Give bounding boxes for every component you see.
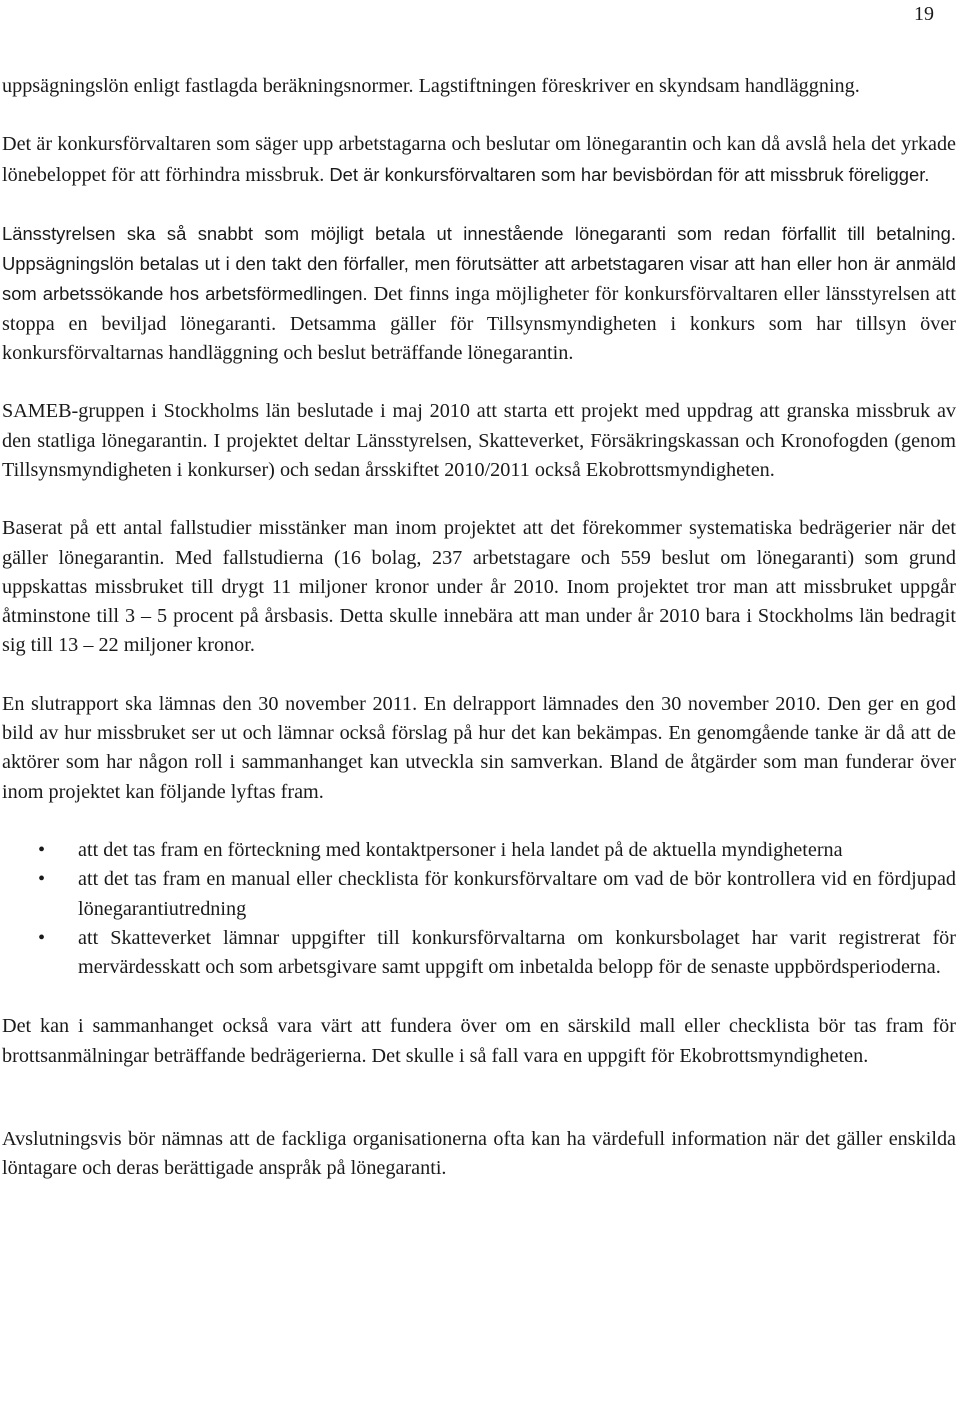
list-item: [2, 865, 956, 924]
paragraph-3: [2, 219, 956, 368]
paragraph-4: SAMEB-gruppen i Stockholms län beslutade i maj 2010 att starta ett projekt med uppdrag att granska missbruk av den statliga lönegarantin. I projektet deltar Länsstyrelsen, Skatteverket, Försäkringskassan och Kronofogden (genom Tillsynsmyndigheten i konkurser) och sedan årsskiftet 2010/2011 också Ekobrottsmyndigheten.: [2, 400, 956, 481]
list-item: [2, 924, 956, 983]
paragraph-5: Baserat på ett antal fallstudier misstänker man inom projektet att det förekommer systematiska bedrägerier när det gäller lönegarantin. Med fallstudierna (16 bolag, 237 arbetstagare och 559 beslut om lönegaranti) som grund uppskattas missbruket till drygt 11 miljoner kronor under år 2010. Inom projektet tror man att missbruket uppgår åtminstone till 3 – 5 procent på årsbasis. Detta skulle innebära att man under år 2010 bara i Stockholms län bedragit sig till 13 – 22 miljoner kronor.: [2, 517, 956, 657]
paragraph-3-part-c: Det finns inga möjligheter för konkursförvaltaren eller länsstyrelsen att stoppa en beviljad lönegaranti. Detsamma gäller för Tillsynsmyndigheten i konkurs som har tillsyn över konkursförvaltarnas handläggning och beslut beträffande lönegarantin.: [2, 283, 956, 365]
list-item-text: att det tas fram en förteckning med kontaktpersoner i hela landet på de aktuella myndigheterna: [78, 838, 843, 861]
paragraph-2-part-a: Det är konkursförvaltaren som säger upp arbetstagarna och beslutar om lönegarantin och kan då avslå hela det yrkade lönebeloppet för att förhindra missbruk.: [2, 133, 956, 186]
page-number: 19: [914, 3, 934, 25]
paragraph-8: Avslutningsvis bör nämnas att de fackliga organisationerna ofta kan ha värdefull information när det gäller enskilda löntagare och deras berättigade anspråk på lönegaranti.: [2, 1128, 956, 1180]
paragraph-6: En slutrapport ska lämnas den 30 november 2011. En delrapport lämnades den 30 november 2010. Den ger en god bild av hur missbruket ser ut och lämnar också förslag på hur det kan bekämpas. En genomgående tanke är då att de aktörer som har någon roll i sammanhanget kan utveckla sin samverkan. Bland de åtgärder som man funderar över inom projektet kan följande lyftas fram.: [2, 692, 956, 803]
list-item: [2, 836, 956, 865]
bullet-list: [2, 836, 956, 982]
paragraph-3-part-a: Länsstyrelsen ska så snabbt som möjligt betala ut innestående lönegaranti som redan förfallit till betalning.: [2, 222, 956, 244]
list-item-text: att Skatteverket lämnar uppgifter till konkursförvaltarna om konkursbolaget har varit registrerat för mervärdesskatt och som arbetsgivare samt uppgift om inbetalda belopp för de senaste uppbördsperioderna.: [78, 926, 956, 979]
bullet-icon: •: [38, 838, 46, 861]
paragraph-3-part-b: Uppsägningslön betalas ut i den takt den förfaller, men förutsätter att arbetstagaren visar att han eller hon är anmäld som arbetssökande hos arbetsförmedlingen.: [2, 253, 956, 305]
paragraph-2: [2, 130, 956, 190]
paragraph-2-part-b: Det är konkursförvaltaren som har bevisbördan för att missbruk föreligger.: [329, 163, 930, 185]
document-body: [2, 72, 956, 1213]
paragraph-1: uppsägningslön enligt fastlagda beräkningsnormer. Lagstiftningen föreskriver en skyndsam handläggning.: [2, 75, 860, 97]
list-item-text: att det tas fram en manual eller checklista för konkursförvaltare om vad de bör kontrollera vid en fördjupad lönegarantiutredning: [78, 868, 956, 920]
bullet-icon: •: [38, 926, 46, 949]
paragraph-7: Det kan i sammanhanget också vara värt att fundera över om en särskild mall eller checklista bör tas fram för brottsanmälningar beträffande bedrägerierna. Det skulle i så fall vara en uppgift för Ekobrottsmyndigheten.: [2, 1015, 956, 1067]
bullet-icon: •: [38, 868, 46, 891]
